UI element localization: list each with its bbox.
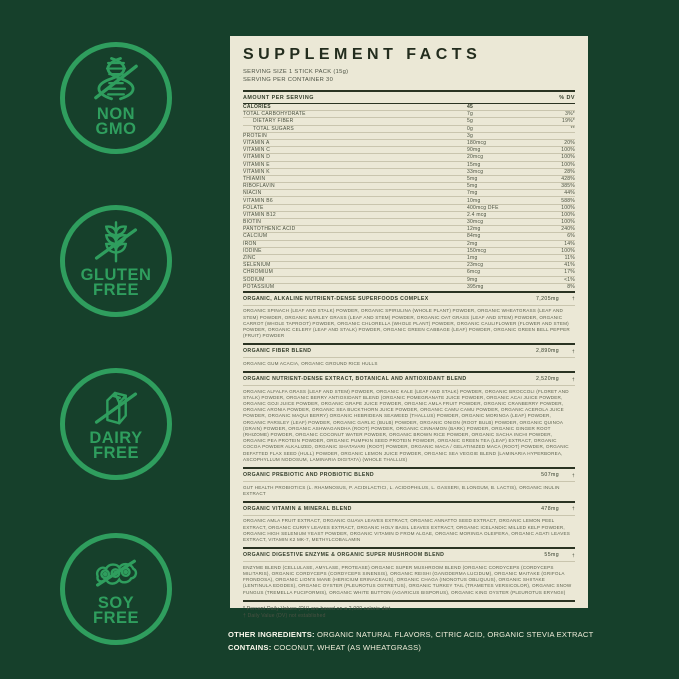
nutrient-name: VITAMIN B12 [243,211,276,218]
blend-ingredients: ORGANIC SPINACH (LEAF AND STALK) POWDER, ORGANIC SPIRULINA (WHOLE PLANT) POWDER, ORGANIC WHEATGRASS (LEAF AND STEM) POWDER, ORGANIC BARLEY GRASS (LEAF AND STEM) POWDER, ORGANIC OAT GRASS (LEAF AND STEM) POWDER, ORGANIC CARROT (WHOLE TAPROOT) POWDER, ORGANIC CHLORELLA (WHOLE PLANT) POWDER, ORGANIC CAULIFLOWER (FLOWER AND STEM) POWDER, ORGANIC CELERY (LEAF AND STALK) POWDER, ORGANIC GREEN CABBAGE (LEAF) POWDER, ORGANIC GREEN BELL PEPPER (FRUIT) POWDER [243,308,570,339]
nutrient-dv: 17% [564,269,575,276]
nutrient-dv: 240% [561,226,575,233]
nutrient-amount: 395mg [467,284,484,291]
nutrient-name: VITAMIN C [243,147,271,154]
blend-amount: 507mg [541,472,559,479]
badge-label-line: FREE [92,281,139,299]
blend-header [243,549,575,562]
nutrient-amount: 0g [467,125,474,132]
wheat-icon [87,217,145,271]
blend-section [243,467,575,501]
footnote-dv: * Percent Daily Values (DV) are based on a 2,000 calorie diet [243,605,391,612]
badge-gluten-free-label [81,268,152,298]
blend-amount: 2,520mg [536,376,559,383]
blend-header [243,293,575,306]
blend-section [243,343,575,371]
nutrient-name: SODIUM [243,276,265,283]
nutrient-dv: 41% [564,262,575,269]
blend-dagger: † [572,296,575,302]
nutrient-name: ZINC [243,255,256,262]
nutrient-amount: 5mg [467,175,478,182]
nutrient-amount: 6mcg [467,269,481,276]
nutrient-name: IODINE [243,247,262,254]
nutrient-amount: 180mcg [467,140,487,147]
nutrient-amount: 30mcg [467,219,484,226]
nutrient-name: CALCIUM [243,233,268,240]
nutrient-amount: 3g [467,132,474,139]
blend-header [243,373,575,386]
nutrient-name: FOLATE [243,204,264,211]
serving-info [243,68,575,84]
servings-per-container: SERVING PER CONTAINER 30 [243,77,334,83]
nutrient-dv: 428% [561,175,575,182]
nutrient-row [243,169,575,176]
nutrient-name: VITAMIN D [243,154,271,161]
nutrient-row [243,147,575,154]
nutrient-amount: 20mcg [467,154,484,161]
nutrient-amount: 2.4 mcg [467,211,487,218]
nutrient-name: TOTAL SUGARS [253,125,294,132]
nutrient-amount: 84mg [467,233,481,240]
nutrient-dv: 100% [561,147,575,154]
nutrient-amount: 5mg [467,183,478,190]
soybean-icon [86,545,146,599]
nutrient-name: RIBOFLAVIN [243,183,275,190]
badge-label-line: GMO [95,120,137,138]
serving-size: SERVING SIZE 1 STICK PACK (15g) [243,69,349,75]
blend-dagger: † [572,506,575,512]
badge-label-line: NON [96,105,136,123]
other-ingredients-value: ORGANIC NATURAL FLAVORS, CITRIC ACID, ORGANIC STEVIA EXTRACT [314,630,594,639]
nutrient-amount: 90mg [467,147,481,154]
nutrient-row [243,255,575,262]
nutrient-amount: 33mcg [467,168,484,175]
nutrient-row [243,226,575,233]
nutrient-row [243,190,575,197]
nutrient-dv: 100% [561,219,575,226]
nutrient-row [243,269,575,276]
badge-label-line: FREE [92,444,139,462]
nutrient-row [243,140,575,147]
footnotes [243,600,575,621]
nutrient-amount: 1mg [467,255,478,262]
nutrient-row [243,277,575,284]
nutrient-dv: 14% [564,240,575,247]
nutrient-row [243,176,575,183]
blend-amount: 7,205mg [536,295,559,302]
nutrient-dv: 11% [564,255,575,262]
blend-dagger: † [572,348,575,354]
nutrient-dv: 100% [561,161,575,168]
nutrient-amount: 7mg [467,190,478,197]
nutrient-dv: 588% [561,197,575,204]
nutrient-amount: 45 [467,104,474,111]
badge-non-gmo-label [96,107,137,137]
nutrient-amount: 23mcg [467,262,484,269]
blend-name: ORGANIC NUTRIENT-DENSE EXTRACT, BOTANICAL AND ANTIOXIDANT BLEND [243,376,467,383]
blend-section [243,291,575,344]
nutrient-dv: 3%* [565,111,575,118]
nutrient-row [243,241,575,248]
nutrient-dv: 100% [561,154,575,161]
blend-amount: 2,890mg [536,348,559,355]
nutrient-name: VITAMIN A [243,140,270,147]
badge-non-gmo [60,42,172,154]
nutrient-dv: 385% [561,183,575,190]
badge-label-line: GLUTEN [80,266,152,284]
nutrient-amount: 9mg [467,276,478,283]
supplement-facts-panel [230,36,588,620]
nutrient-row [243,233,575,240]
nutrient-name: POTASSIUM [243,284,275,291]
nutrient-amount: 7g [467,111,474,118]
panel-title: SUPPLEMENT FACTS [243,46,482,63]
blend-header [243,469,575,482]
nutrient-row [243,133,575,140]
nutrient-row [243,154,575,161]
dv-header: % DV [559,94,575,101]
dna-icon [87,54,145,110]
nutrient-name: VITAMIN K [243,168,270,175]
nutrient-name: CALORIES [243,104,271,111]
nutrient-dv: 44% [564,190,575,197]
amount-per-serving-header: AMOUNT PER SERVING [243,94,314,101]
nutrient-row [243,197,575,204]
nutrient-dv: 100% [561,204,575,211]
nutrient-row [243,118,575,125]
blend-name: ORGANIC FIBER BLEND [243,348,312,355]
nutrient-name: TOTAL CARBOHYDRATE [243,111,306,118]
blend-amount: 478mg [541,505,559,512]
nutrient-name: VITAMIN B6 [243,197,273,204]
nutrient-dv: 8% [567,284,575,291]
nutrient-name: THIAMIN [243,175,266,182]
nutrient-dv: 100% [561,211,575,218]
blend-header [243,503,575,516]
nutrient-row [243,162,575,169]
nutrient-row [243,212,575,219]
nutrient-row [243,205,575,212]
contains-line [228,641,628,654]
nutrient-dv: 28% [564,168,575,175]
badge-label-line: FREE [92,609,139,627]
table-header [243,90,575,104]
nutrient-name: PROTEIN [243,132,267,139]
blend-ingredients: ORGANIC ALFALFA GRASS (LEAF AND STEM) POWDER, ORGANIC KALE (LEAF AND STALK) POWDER, ORGANIC BROCCOLI (FLORET AND STALK) POWDER, ORGANIC BERRY ANTIOXIDANT BLEND (ORGANIC POMEGRANATE JUICE POWDER, ORGANIC ACAI JUICE POWDER, ORGANIC GOJI JUICE POWDER, ORGANIC GRAPE JUICE POWDER, ORGANIC AMLA FRUIT POWDER, ORGANIC CRANBERRY POWDER, ORGANIC ARONIA POWDER, ORGANIC SEA BUCKTHORN JUICE POWDER, ORGANIC CAMU CAMU POWDER, ORGANIC ACEROLA JUICE POWDER, ORGANIC MAQUI BERRY) ORGANIC HEBRIDEAN SEAWEED (THALLUS) POWDER, ORGANIC MORINGA (LEAF) POWDER, ORGANIC PARSLEY (LEAF) POWDER, ORGANIC GARLIC (BULB) POWDER, ORGANIC ONION (ROOT BULB) POWDER, ORGANIC QUINOA (GRAIN) POWDER, ORGANIC ASHWAGANDHA (ROOT) POWDER, ORGANIC CINNAMON (BARK) POWDER, ORGANIC GINGER ROOT (RHIZOME) POWDER, ORGANIC COCONUT WATER POWDER, ORGANIC BROWN RICE POWDER, ORGANIC SACHA INCHI POWDER, ORGANIC PEA PROTEIN POWDER, ORGANIC PUMPKIN SEED PROTEIN POWDER, ORGANIC GREEN TEA (LEAF) EXTRACT, ORGANIC COCOA POWDER ALKALIZED, ORGANIC SHATAVARI (ROOT) POWDER, ORGANIC MACA / GELATINIZED MACA (ROOT) POWDER, ORGANIC DEFATTED FLAX SEED (HULL) POWDER, ORGANIC LEMON JUICE POWDER, ORGANIC SEA VEGGIE BLEND (LAMINARIA HYPERBOREA, ASCOPHYLLUM NODOSUM, LAMINARIA DIGITATA) (WHOLE THALLUS) [243,388,569,462]
other-ingredients-line [228,628,628,641]
milk-carton-icon [87,380,145,434]
contains-value: COCONUT, WHEAT (AS WHEATGRASS) [271,643,422,652]
nutrient-name: CHROMIUM [243,269,274,276]
nutrient-name: PANTOTHENIC ACID [243,226,296,233]
nutrient-name: VITAMIN E [243,161,270,168]
nutrient-row [243,248,575,255]
nutrient-amount: 5g [467,118,474,125]
nutrient-dv: <1% [564,276,575,283]
badge-soy-free [60,533,172,645]
blend-dagger: † [572,552,575,558]
nutrient-row [243,111,575,118]
blend-ingredients: ORGANIC AMLA FRUIT EXTRACT, ORGANIC GUAVA LEAVES EXTRACT, ORGANIC ANNATTO SEED EXTRACT, ORGANIC LEMON PEEL EXTRACT, ORGANIC CURRY LEAVES EXTRACT, ORGANIC HOLY BASIL LEAVES EXTRACT, ORGANIC ICELANDIC MILLED KELP POWDER, ORGANIC HIGH SELENIUM YEAST POWDER, ORGANIC VITAMIN D FROM ALGAE, ORGANIC MORINGA OLEIFERA, ORGANIC AGATI LEAVES EXTRACT, VITAMIN K2 MK-7, METHYLCOBALAMIN [243,518,570,543]
nutrient-rows [243,104,575,291]
nutrient-row [243,104,575,111]
nutrient-amount: 2mg [467,240,478,247]
blends [243,291,575,600]
nutrient-row [243,219,575,226]
nutrient-name: BIOTIN [243,219,262,226]
nutrient-dv: 6% [567,233,575,240]
badge-soy-free-label [93,596,139,626]
nutrient-amount: 12mg [467,226,481,233]
blend-section [243,371,575,467]
nutrient-dv: 19%* [562,118,575,125]
blend-name: ORGANIC, ALKALINE NUTRIENT-DENSE SUPERFOODS COMPLEX [243,295,429,302]
blend-ingredients: GUT HEALTH PROBIOTICS (L. RHAMNOSUS, P. ACIDILACTICI, L. ACIDOPHILUS, L. GASSERI, B.LONGUM, B. LACTIS), ORGANIC INULIN EXTRACT [243,484,560,496]
badge-dairy-free [60,368,172,480]
other-ingredients-label: OTHER INGREDIENTS: [228,630,315,639]
nutrient-dv: 100% [561,247,575,254]
badge-gluten-free [60,205,172,317]
nutrient-amount: 15mg [467,161,481,168]
blend-ingredients: ENZYME BLEND (CELLULASE, AMYLASE, PROTEASE) ORGANIC SUPER MUSHROOM BLEND (ORGANIC CORDYCEPS (CORDYCEPS MILITARIS), ORGANIC CORDYCEPS (CORDYCEPS SINENSIS), ORGANIC REISHI (GANODERMA LUCIDUM), ORGANIC MAITAKE (GRIFOLA FRONDOSA), ORGANIC LION'S MANE (HERICIUM ERINACEAUS), ORGANIC CHAGA (INONOTUS OBLIQUUS), ORGANIC SHIITAKE (LENTINULA EDODES), ORGANIC OYSTER (PLEUROTUS OSTRETUS), ORGANIC TURKEY TAIL (TRAMETES VERSICOLOR), ORGANIC SNOW FUNGUS (TREMELLA FUCIFORMIS), ORGANIC WHITE BUTTON (AGARICUS BISPORUS), ORGANIC KING OYSTER (PLEUROTUS ERYNGII) [243,564,572,595]
badge-label-line: SOY [97,594,135,612]
nutrient-row [243,126,575,133]
nutrient-dv: 20% [564,140,575,147]
badge-label-line: DAIRY [89,429,143,447]
blend-dagger: † [572,472,575,478]
bottom-ingredients-text [228,628,628,654]
blend-name: ORGANIC VITAMIN & MINERAL BLEND [243,505,352,512]
nutrient-row [243,183,575,190]
nutrient-name: SELENIUM [243,262,271,269]
blend-section [243,501,575,547]
nutrient-row [243,262,575,269]
contains-label: CONTAINS: [228,643,272,652]
blend-name: ORGANIC DIGESTIVE ENZYME & ORGANIC SUPER MUSHROOM BLEND [243,552,445,559]
blend-name: ORGANIC PREBIOTIC AND PROBIOTIC BLEND [243,472,375,479]
footnote-not-established: † Daily Value (DV) not established [243,613,326,620]
blend-header [243,345,575,358]
blend-section [243,547,575,600]
nutrient-name: IRON [243,240,257,247]
blend-amount: 55mg [544,552,559,559]
blend-ingredients: ORGANIC GUM ACACIA, ORGANIC GROUND RICE HULLS [243,360,378,366]
nutrient-name: DIETARY FIBER [253,118,294,125]
nutrient-name: NIACIN [243,190,262,197]
badge-dairy-free-label [89,431,142,461]
nutrient-amount: 150mcg [467,247,487,254]
nutrient-amount: 400mcg DFE [467,204,499,211]
blend-dagger: † [572,376,575,382]
nutrient-amount: 10mg [467,197,481,204]
nutrient-dv: ** [570,125,575,132]
nutrient-row [243,284,575,291]
